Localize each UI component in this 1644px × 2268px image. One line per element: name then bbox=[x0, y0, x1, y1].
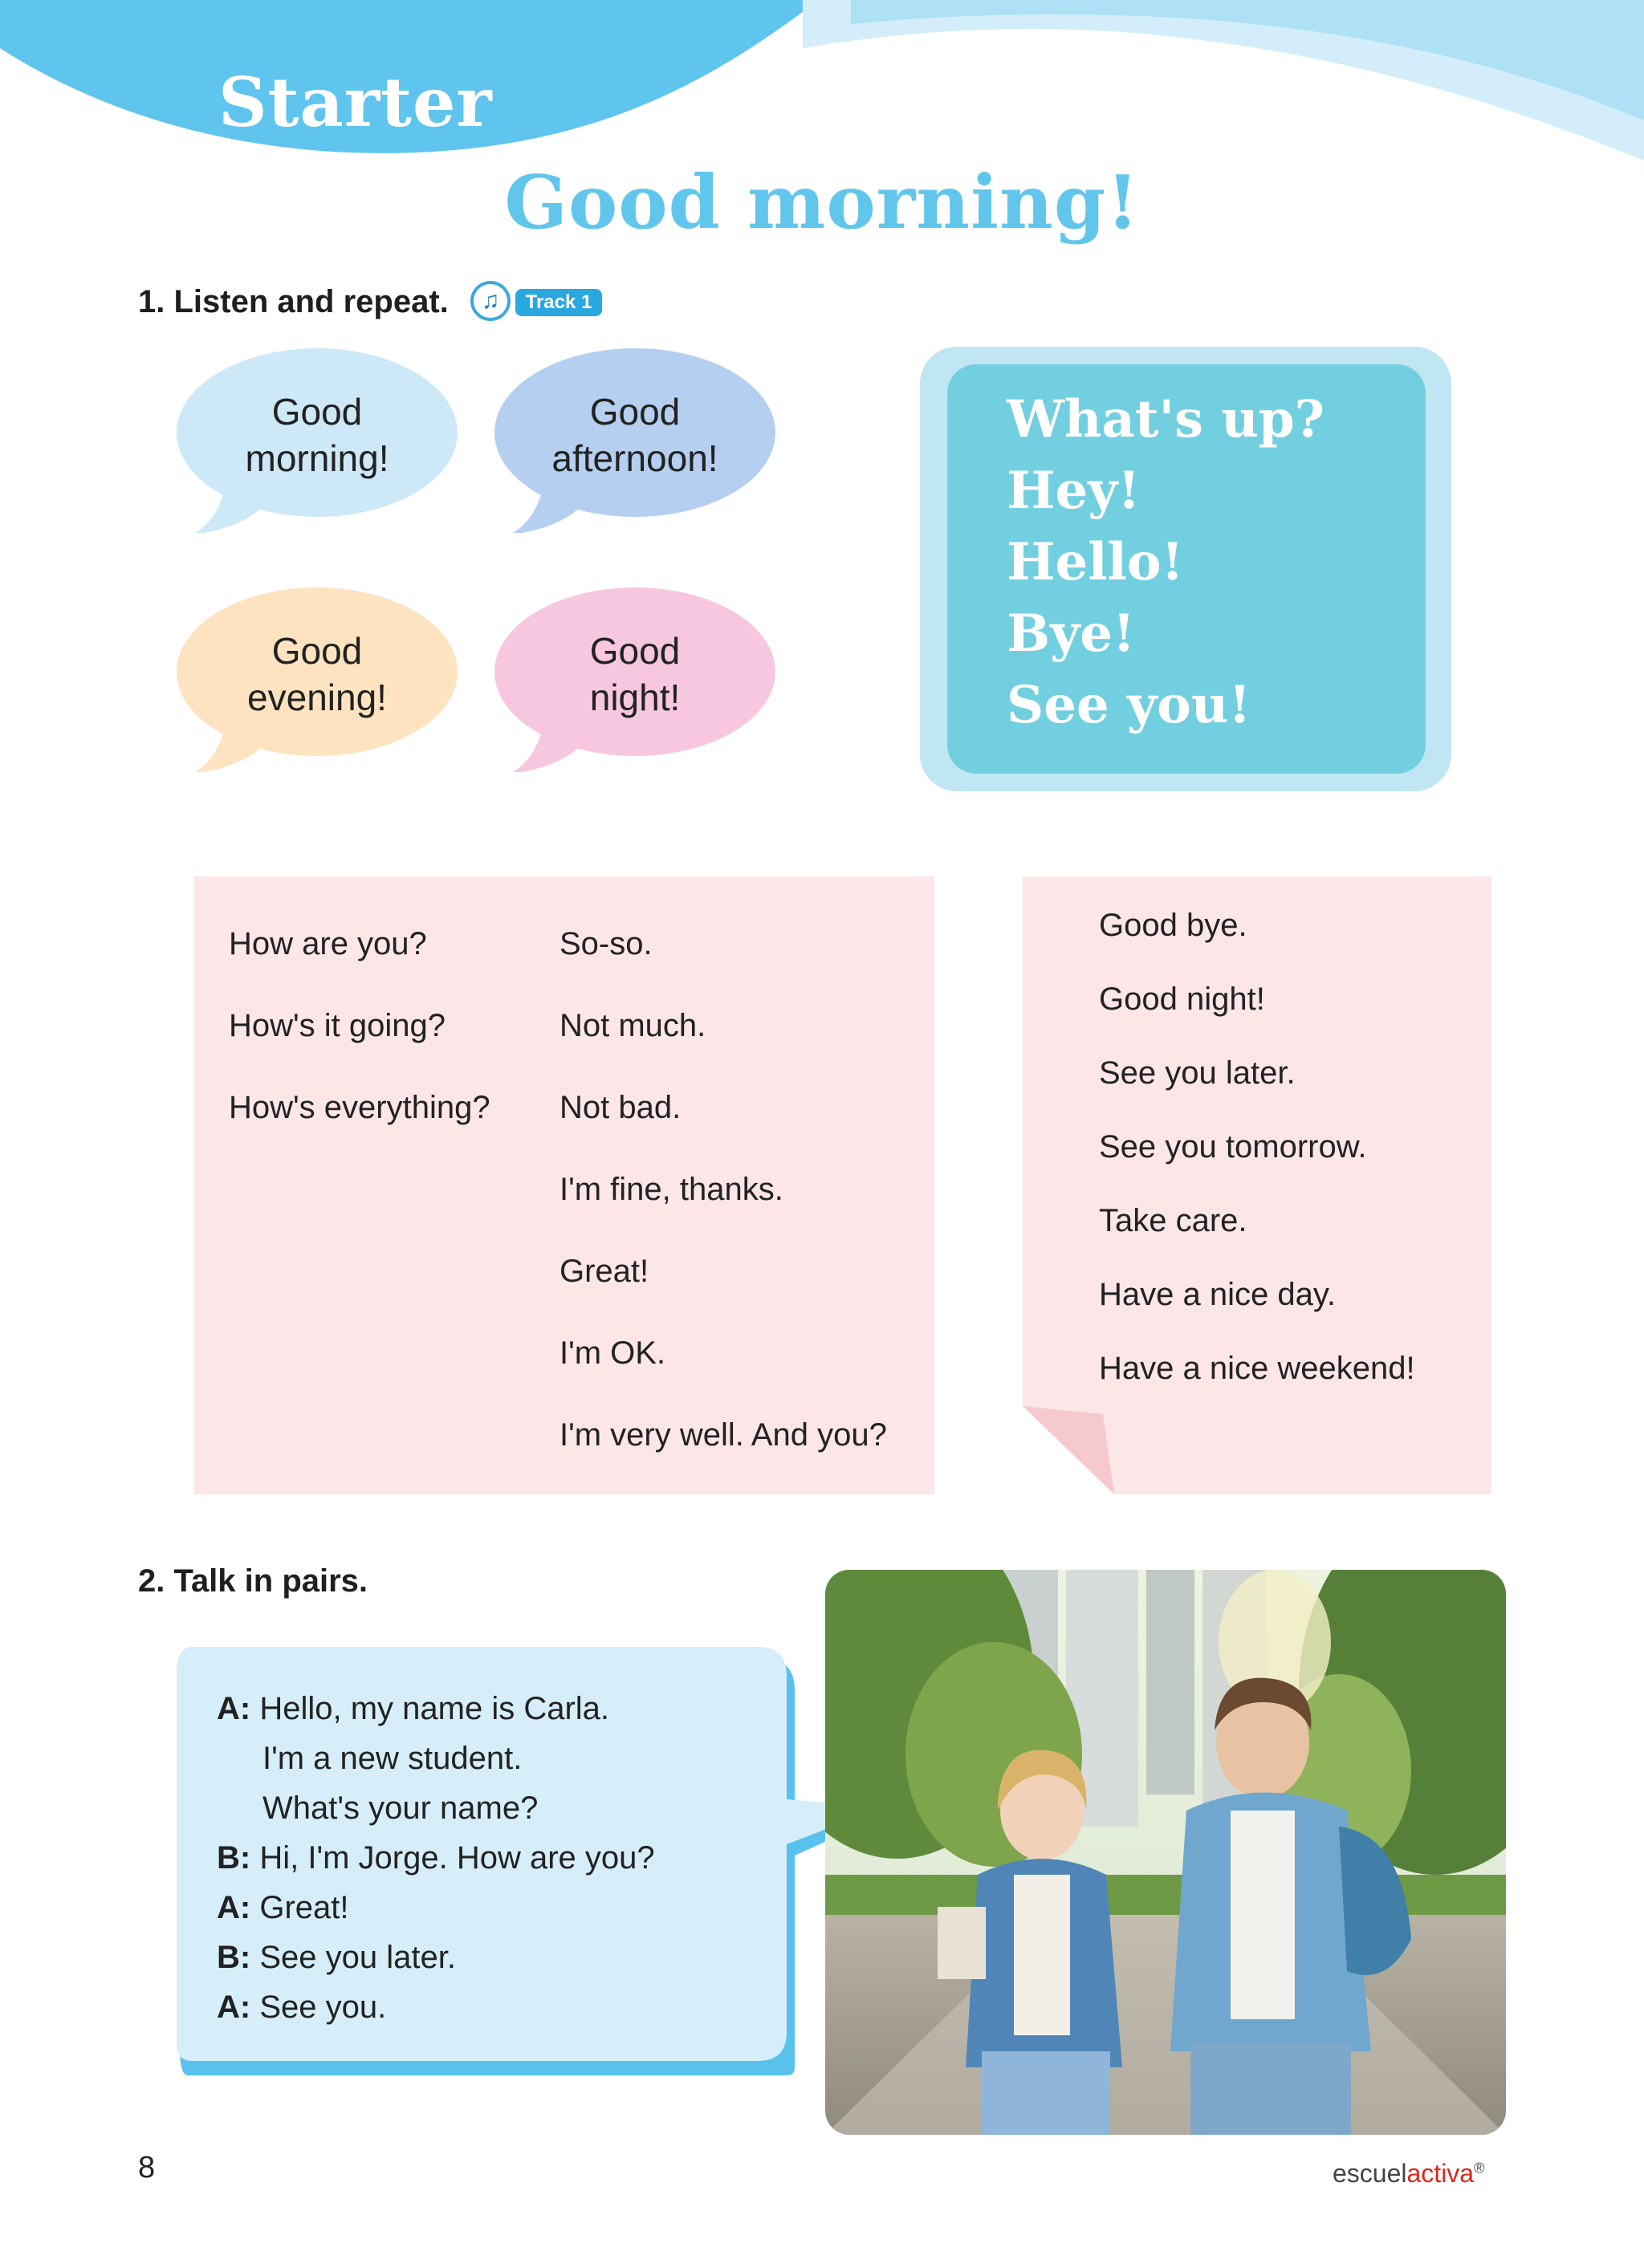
dialogue-line bbox=[262, 1734, 522, 1783]
bubble-good-morning bbox=[177, 348, 458, 533]
informal-item: Hello! bbox=[1007, 532, 1184, 592]
speaker-label: A: bbox=[217, 1890, 251, 1925]
track-badge[interactable]: Track 1 bbox=[515, 289, 602, 316]
bubble-line-2: morning! bbox=[245, 437, 389, 479]
farewell-item: Have a nice day. bbox=[1099, 1277, 1336, 1312]
dialogue-text: See you. bbox=[259, 1990, 387, 2025]
answer-item: I'm fine, thanks. bbox=[560, 1172, 783, 1207]
bubble-line-2: afternoon! bbox=[551, 437, 718, 479]
bubble-line-1: Good bbox=[271, 630, 363, 672]
farewell-item: Have a nice weekend! bbox=[1099, 1351, 1415, 1386]
publisher-logo bbox=[1333, 2159, 1484, 2189]
informal-item: Hey! bbox=[1007, 461, 1141, 521]
page-number: 8 bbox=[138, 2151, 156, 2185]
dialogue-text: Hello, my name is Carla. bbox=[259, 1691, 610, 1726]
farewell-item: Good night! bbox=[1099, 982, 1265, 1017]
dialogue-line bbox=[217, 1833, 655, 1883]
speaker-label: A: bbox=[217, 1990, 251, 2025]
bubble-line-2: night! bbox=[589, 677, 681, 718]
informal-item: Bye! bbox=[1007, 604, 1136, 664]
brand-prefix: escuel bbox=[1333, 2159, 1407, 2188]
bubble-line-1: Good bbox=[271, 391, 363, 433]
music-note-icon[interactable]: ♫ bbox=[470, 281, 511, 321]
question-item: How's it going? bbox=[229, 1008, 446, 1043]
farewells-note bbox=[1023, 876, 1491, 1494]
dialogue-text: Great! bbox=[259, 1890, 349, 1925]
exercise-2-instruction: 2. Talk in pairs. bbox=[138, 1563, 368, 1599]
answer-item: So-so. bbox=[560, 926, 653, 961]
answer-item: I'm very well. And you? bbox=[560, 1417, 887, 1453]
bubble-good-evening bbox=[177, 587, 458, 772]
dialogue-line bbox=[262, 1783, 538, 1833]
informal-item: See you! bbox=[1007, 675, 1251, 735]
brand-accent: activa bbox=[1406, 2159, 1475, 2188]
dialogue-line bbox=[217, 1883, 349, 1933]
exercise-1-instruction: 1. Listen and repeat. bbox=[138, 284, 449, 319]
farewell-item: See you tomorrow. bbox=[1099, 1129, 1367, 1164]
speaker-label: B: bbox=[217, 1940, 251, 1975]
page-title: Good morning! bbox=[504, 159, 1140, 246]
students-photo bbox=[825, 1570, 1506, 2135]
answer-item: Not much. bbox=[560, 1008, 706, 1043]
answer-item: Great! bbox=[560, 1254, 649, 1289]
dialogue-text: I'm a new student. bbox=[262, 1741, 523, 1776]
dialogue-text: See you later. bbox=[259, 1940, 456, 1975]
dialogue-line bbox=[217, 1982, 386, 2032]
bubble-line-1: Good bbox=[589, 630, 681, 672]
bubble-good-night bbox=[494, 587, 775, 772]
section-label: Starter bbox=[218, 63, 493, 142]
dialogue-line bbox=[217, 1684, 609, 1734]
bubble-line-2: evening! bbox=[247, 677, 387, 718]
brand-mark: ® bbox=[1474, 2160, 1485, 2177]
bubble-good-afternoon bbox=[494, 348, 775, 533]
answer-item: Not bad. bbox=[560, 1090, 682, 1125]
question-item: How's everything? bbox=[229, 1090, 490, 1125]
answer-item: I'm OK. bbox=[560, 1335, 666, 1371]
question-item: How are you? bbox=[229, 926, 427, 961]
speaker-label: A: bbox=[217, 1691, 251, 1726]
bubble-line-1: Good bbox=[589, 391, 681, 433]
informal-item: What's up? bbox=[1007, 389, 1325, 449]
farewell-item: See you later. bbox=[1099, 1055, 1296, 1091]
dialogue-text: Hi, I'm Jorge. How are you? bbox=[259, 1840, 655, 1876]
dialogue-text: What's your name? bbox=[262, 1790, 539, 1826]
farewell-item: Take care. bbox=[1099, 1203, 1247, 1238]
dialogue-line bbox=[217, 1933, 456, 1982]
farewell-item: Good bye. bbox=[1099, 908, 1247, 943]
speaker-label: B: bbox=[217, 1840, 251, 1876]
